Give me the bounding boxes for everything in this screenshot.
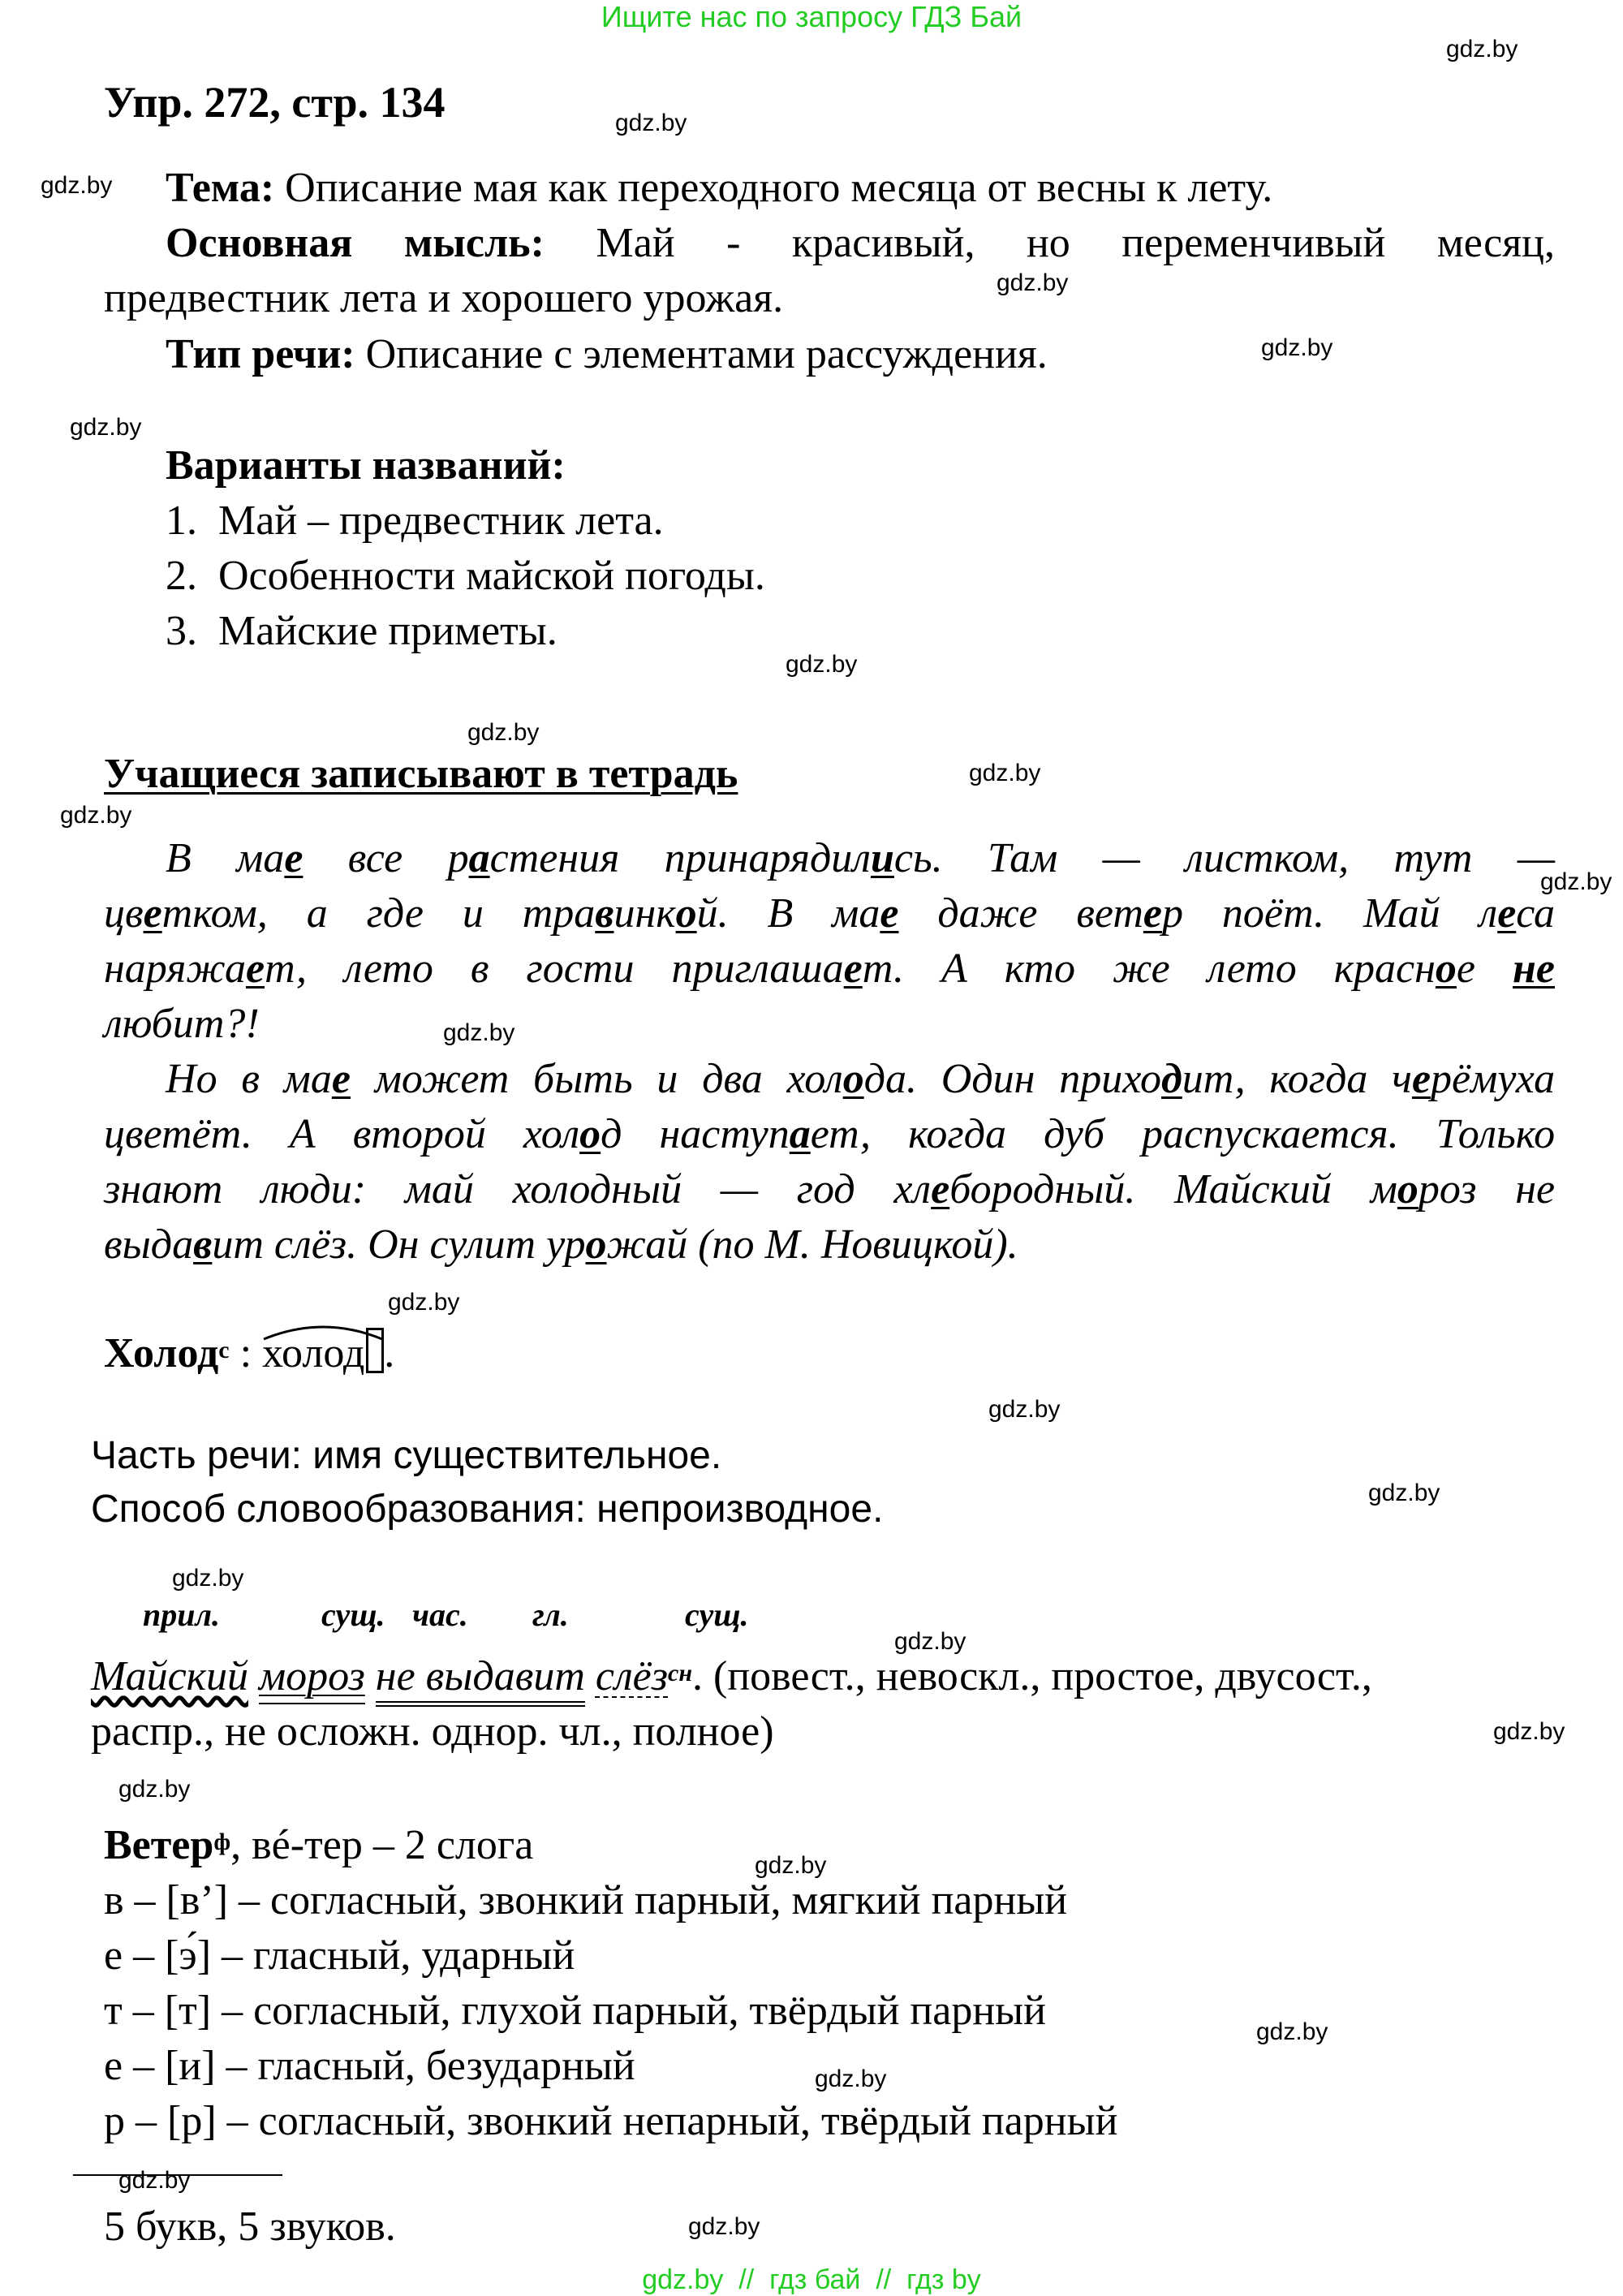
phonetic-split: , вé-тер – 2 слога	[230, 1822, 534, 1868]
topic-label: Тема:	[166, 165, 275, 211]
text-word: Один	[941, 1056, 1035, 1102]
title-variants-heading: Варианты названий:	[166, 442, 566, 489]
topic-text: Описание мая как переходного месяца от весны к лету.	[285, 165, 1273, 211]
text-word: и	[657, 1056, 678, 1102]
text-word: Только	[1436, 1111, 1556, 1157]
watermark: gdz.by	[755, 1852, 827, 1879]
highlighted-letter: е	[1535, 946, 1555, 992]
text-word: Майский	[1174, 1166, 1332, 1213]
formation-method: Способ словообразования: непроизводное.	[91, 1488, 884, 1531]
idea-text: Май - красивый, но переменчивый месяц,	[596, 220, 1555, 266]
text-word: А	[289, 1111, 316, 1157]
text-word: растения	[447, 835, 620, 881]
idea-line-1	[166, 216, 1555, 271]
notebook-text-line: выдавит слёз. Он сулит урожай (по М. Новицкой).	[104, 1221, 1018, 1268]
highlighted-letter: е	[843, 946, 863, 992]
notebook-text-line: знают люди: май холодный — год хлебородный. Майский мороз не	[104, 1166, 1556, 1213]
syntax-object: слёз	[595, 1653, 669, 1699]
morpheme-mark: с	[218, 1337, 230, 1363]
syntax-label: прил.	[143, 1596, 221, 1633]
syntax-label: сущ.	[685, 1596, 749, 1633]
notebook-text-line: любит?!	[104, 1001, 260, 1047]
highlighted-letter: о	[1435, 946, 1457, 992]
text-word: знают	[104, 1166, 223, 1213]
text-word: по	[712, 1221, 755, 1268]
text-word: выдавит	[104, 1221, 264, 1268]
phonetic-row: т – [т] – согласный, глухой парный, твёрдый парный	[104, 1988, 1046, 2034]
morpheme-analysis	[104, 1326, 394, 1381]
highlighted-letter: и	[870, 835, 894, 881]
watermark: gdz.by	[894, 1628, 966, 1655]
morpheme-colon: :	[239, 1330, 252, 1376]
text-word: Но	[166, 1056, 217, 1102]
highlighted-letter: е	[931, 1166, 950, 1213]
text-word: черёмуха	[1392, 1056, 1556, 1102]
text-word: дуб	[1044, 1111, 1104, 1157]
highlighted-letter: о	[675, 890, 697, 937]
text-word: листком	[1185, 835, 1339, 881]
highlighted-letter: е	[245, 946, 265, 992]
watermark: gdz.by	[172, 1565, 244, 1592]
text-word: не	[1515, 1166, 1556, 1213]
speech-type-label: Тип речи:	[166, 331, 355, 377]
text-word: гости	[526, 946, 635, 992]
text-word: когда	[1269, 1056, 1368, 1102]
highlighted-letter: е	[331, 1056, 351, 1102]
syntax-rest: . (повест., невоскл., простое, двусост.,	[692, 1653, 1372, 1699]
watermark: gdz.by	[1368, 1480, 1440, 1506]
highlighted-letter: е	[1497, 890, 1517, 937]
watermark: gdz.by	[688, 2213, 760, 2240]
speech-type-text: Описание с элементами рассуждения.	[365, 331, 1048, 377]
highlighted-letter: е	[143, 890, 162, 937]
phonetic-row: е – [э́] – гласный, ударный	[104, 1932, 575, 1979]
watermark: gdz.by	[467, 719, 540, 746]
phonetic-summary: 5 букв, 5 звуков.	[104, 2203, 396, 2250]
text-word: леса	[1479, 890, 1556, 937]
text-word: травинкой	[522, 890, 718, 937]
highlighted-letter: о	[842, 1056, 864, 1102]
text-word: лето	[343, 946, 433, 992]
text-word: мороз	[1370, 1166, 1477, 1213]
text-word: принарядились	[664, 835, 932, 881]
text-word: поёт	[1221, 890, 1315, 937]
exercise-title: Упр. 272, стр. 134	[104, 78, 446, 127]
root-arc-icon	[262, 1320, 384, 1341]
phonetic-heading	[104, 1818, 533, 1873]
phonetic-row: в – [в’] – согласный, звонкий парный, мягкий парный	[104, 1877, 1068, 1923]
phonetic-row: р – [р] – согласный, звонкий непарный, твёрдый парный	[104, 2098, 1118, 2144]
text-word: холода	[786, 1056, 906, 1102]
syntax-sentence	[91, 1649, 1372, 1704]
text-word: В	[166, 835, 192, 881]
highlighted-letter: д	[1161, 1056, 1182, 1102]
text-word: наряжает	[104, 946, 296, 992]
watermark: gdz.by	[1256, 2018, 1328, 2045]
highlighted-letter: а	[468, 835, 490, 881]
watermark: gdz.by	[969, 760, 1041, 786]
highlighted-letter: в	[595, 890, 614, 937]
text-word: год	[796, 1166, 855, 1213]
text-word: холодный	[512, 1166, 682, 1213]
text-word: наступает	[659, 1111, 861, 1157]
text-word: второй	[352, 1111, 486, 1157]
part-of-speech: Часть речи: имя существительное.	[91, 1434, 722, 1477]
text-word: может	[374, 1056, 510, 1102]
idea-label: Основная мысль:	[166, 220, 545, 266]
syntax-subject: мороз	[259, 1653, 365, 1704]
highlighted-letter: е	[1143, 890, 1162, 937]
text-word: в	[470, 946, 489, 992]
text-word: цветком	[104, 890, 257, 937]
text-word: слёз	[273, 1221, 347, 1268]
highlighted-letter: о	[1397, 1166, 1419, 1213]
watermark: gdz.by	[1446, 36, 1518, 62]
notebook-text-line: Но в мае может быть и два холода. Один приходит, когда черёмуха	[166, 1056, 1556, 1102]
text-word: где	[366, 890, 424, 937]
root-text: холод	[262, 1330, 365, 1376]
highlighted-letter: е	[1411, 1056, 1431, 1102]
text-word: люди	[261, 1166, 352, 1213]
phonetic-mark: ф	[213, 1829, 231, 1855]
watermark: gdz.by	[997, 269, 1069, 296]
text-word: лето	[1207, 946, 1297, 992]
highlighted-letter: в	[193, 1221, 213, 1268]
morpheme-end: .	[384, 1330, 395, 1376]
title-variant-item: 3. Майские приметы.	[166, 608, 558, 654]
watermark: gdz.by	[1261, 334, 1333, 361]
notebook-text-line: наряжает, лето в гости приглашает. А кто же лето красное не	[104, 946, 1555, 992]
syntax-label: гл.	[532, 1596, 569, 1633]
syntax-label: час.	[412, 1596, 468, 1633]
idea-line-2: предвестник лета и хорошего урожая.	[104, 275, 784, 321]
text-word: мае	[236, 835, 304, 881]
text-word: ветер	[1076, 890, 1183, 937]
text-word: урожай	[546, 1221, 688, 1268]
text-word: все	[347, 835, 403, 881]
highlighted-letter: е	[284, 835, 304, 881]
text-word: мае	[832, 890, 899, 937]
morpheme-word: Холод	[104, 1330, 219, 1376]
text-word: цветёт	[104, 1111, 242, 1157]
text-word	[1513, 946, 1555, 992]
syntax-predicate: не выдавит	[376, 1653, 585, 1707]
title-variant-item: 2. Особенности майской погоды.	[166, 553, 765, 599]
notebook-text-line: цветком, а где и травинкой. В мае даже ветер поёт. Май леса	[104, 890, 1556, 937]
text-word: даже	[937, 890, 1038, 937]
watermark: gdz.by	[118, 2167, 191, 2194]
summary-divider	[73, 2174, 282, 2176]
text-word: когда	[908, 1111, 1007, 1157]
phonetic-word: Ветер	[104, 1822, 214, 1868]
watermark: gdz.by	[988, 1396, 1061, 1423]
title-variant-item: 1. Май – предвестник лета.	[166, 498, 664, 544]
text-word: сулит	[429, 1221, 536, 1268]
watermark: gdz.by	[1540, 868, 1612, 895]
text-word: Май	[1363, 890, 1440, 937]
notebook-heading: Учащиеся записывают в тетрадь	[104, 751, 738, 797]
text-word: мае	[283, 1056, 351, 1102]
watermark: gdz.by	[815, 2066, 887, 2092]
text-word: кто	[1004, 946, 1075, 992]
highlighted-letter: н	[1513, 946, 1536, 992]
text-word: в	[241, 1056, 260, 1102]
watermark: gdz.by	[388, 1289, 460, 1316]
text-word: же	[1112, 946, 1170, 992]
text-word: Он	[368, 1221, 420, 1268]
text-word: и	[462, 890, 484, 937]
text-word: Новицкой	[820, 1221, 994, 1268]
highlighted-letter: о	[585, 1221, 607, 1268]
text-word: приходит	[1059, 1056, 1235, 1102]
text-word: тут	[1393, 835, 1473, 881]
text-word: приглашает	[671, 946, 893, 992]
syntax-mark: сн	[668, 1660, 692, 1686]
watermark: gdz.by	[70, 414, 142, 441]
watermark: gdz.by	[60, 802, 132, 829]
text-word: любит	[104, 1001, 225, 1047]
highlighted-letter: о	[579, 1111, 601, 1157]
text-word: хлебородный	[893, 1166, 1126, 1213]
highlighted-letter: а	[789, 1111, 811, 1157]
text-word: а	[306, 890, 328, 937]
text-word: два	[702, 1056, 763, 1102]
root-word	[262, 1326, 364, 1381]
footer-links[interactable]: gdz.by // гдз бай // гдз by	[642, 2264, 981, 2295]
text-word: быть	[533, 1056, 633, 1102]
watermark: gdz.by	[786, 651, 858, 678]
top-banner[interactable]: Ищите нас по запросу ГДЗ Бай	[601, 0, 1022, 33]
text-word: май	[404, 1166, 474, 1213]
syntax-rest-line: распр., не осложн. однор. чл., полное)	[91, 1708, 774, 1755]
text-word: распускается	[1142, 1111, 1388, 1157]
text-word: красное	[1333, 946, 1476, 992]
watermark: gdz.by	[1493, 1718, 1565, 1745]
text-word: А	[941, 946, 967, 992]
watermark: gdz.by	[41, 172, 113, 199]
text-word: Там	[988, 835, 1058, 881]
syntax-label: сущ.	[321, 1596, 385, 1633]
watermark: gdz.by	[615, 110, 687, 136]
watermark: gdz.by	[443, 1019, 515, 1046]
syntax-attribute: Майский	[91, 1653, 248, 1699]
topic-line	[166, 161, 1272, 216]
highlighted-letter: е	[880, 890, 899, 937]
watermark: gdz.by	[118, 1776, 191, 1803]
phonetic-row: е – [и] – гласный, безударный	[104, 2043, 635, 2089]
notebook-text-line: В мае все растения принарядились. Там — листком, тут —	[166, 835, 1556, 881]
speech-type-line	[166, 327, 1048, 382]
text-word: М	[764, 1221, 800, 1268]
text-word: холод	[523, 1111, 622, 1157]
notebook-text-line: цветёт. А второй холод наступает, когда дуб распускается. Только	[104, 1111, 1556, 1157]
text-word: В	[767, 890, 794, 937]
